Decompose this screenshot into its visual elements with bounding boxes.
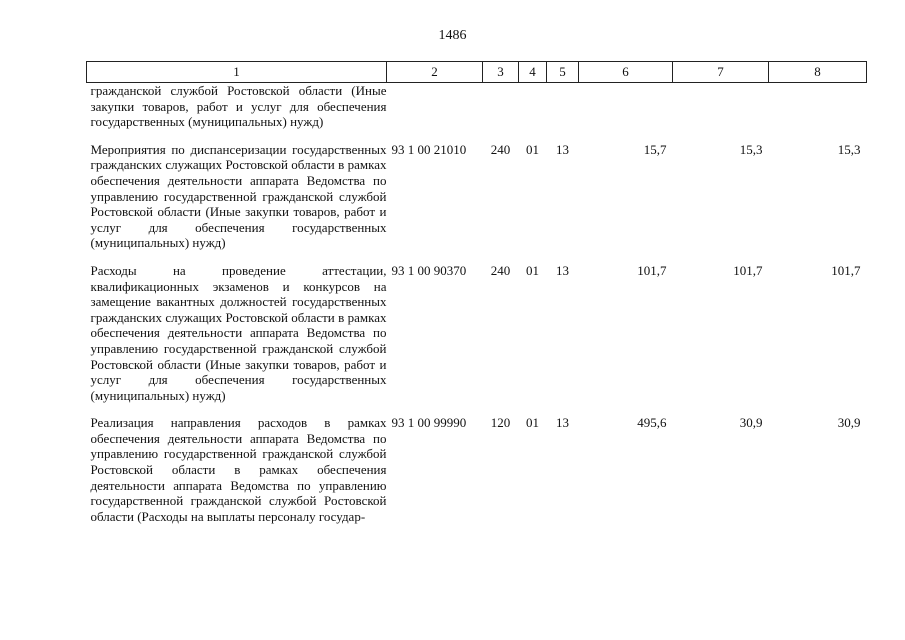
row-value-1: 495,6 xyxy=(637,415,667,431)
row-vr: 120 xyxy=(490,415,511,431)
row-value-2: 15,3 xyxy=(739,141,763,157)
row-value-3: 30,9 xyxy=(837,415,861,431)
table-row xyxy=(87,142,867,251)
table-row xyxy=(87,415,867,524)
row-name: Расходы на проведение аттестации, квалификационных экзаменов и конкурсов на замещение вакантных должностей государственных гражданских служащих Ростовской области в рамках обеспечения деятельности аппарата Ведомства по управлению государственной гражданской службой Ростовской области (Иные закупки товаров, работ и услуг для обеспечения государственных (муниципальных) нужд) xyxy=(90,262,387,403)
row-spacer xyxy=(87,251,867,263)
col-header-8: 8 xyxy=(769,62,867,83)
row-name: Мероприятия по диспансеризации государственных гражданских служащих Ростовской области в рамках обеспечения деятельности аппарата Ведомства по управлению государственной гражданской службой Ростовской области (Иные закупки товаров, работ и услуг для обеспечения государственных (муниципальных) нужд) xyxy=(90,141,387,251)
row-value-2 xyxy=(673,83,769,130)
row-rz xyxy=(519,83,547,130)
row-name: гражданской службой Ростовской области (Иные закупки товаров, работ и услуг для обеспечения государственных (муниципальных) нужд) xyxy=(90,83,387,130)
table-row xyxy=(87,83,867,130)
page-number: 1486 xyxy=(438,28,467,43)
col-header-3: 3 xyxy=(483,62,519,83)
row-vr: 240 xyxy=(490,141,511,157)
row-name: Реализация направления расходов в рамках обеспечения деятельности аппарата Ведомства по управлению государственной гражданской службой Ростовской области в рамках обеспечения деятельности аппарата Ведомства по управлению государственной гражданской службой Ростовской области (Расходы на выплаты персоналу государ- xyxy=(90,415,387,524)
row-vr: 240 xyxy=(490,262,511,278)
row-value-3: 101,7 xyxy=(831,262,861,278)
col-header-5: 5 xyxy=(547,62,579,83)
table-row xyxy=(87,263,867,403)
row-code: 93 1 00 90370 xyxy=(391,262,467,278)
row-spacer xyxy=(87,130,867,142)
row-value-3 xyxy=(769,83,867,130)
row-value-1: 101,7 xyxy=(637,262,667,278)
col-header-2: 2 xyxy=(387,62,483,83)
row-pr: 13 xyxy=(556,262,569,278)
col-header-7: 7 xyxy=(673,62,769,83)
row-value-1: 15,7 xyxy=(643,141,667,157)
row-rz: 01 xyxy=(526,141,539,157)
row-spacer xyxy=(87,403,867,415)
col-header-4: 4 xyxy=(519,62,547,83)
row-value-2: 30,9 xyxy=(739,415,763,431)
row-value-1 xyxy=(579,83,673,130)
row-pr: 13 xyxy=(556,415,569,431)
row-code xyxy=(387,83,483,130)
row-rz: 01 xyxy=(526,262,539,278)
header-row xyxy=(87,62,867,83)
row-rz: 01 xyxy=(526,415,539,431)
row-vr xyxy=(483,83,519,130)
col-header-6: 6 xyxy=(579,62,673,83)
row-code: 93 1 00 21010 xyxy=(391,141,467,157)
row-code: 93 1 00 99990 xyxy=(391,415,467,431)
row-value-3: 15,3 xyxy=(837,141,861,157)
budget-table xyxy=(86,61,867,524)
row-pr xyxy=(547,83,579,130)
row-pr: 13 xyxy=(556,141,569,157)
col-header-1: 1 xyxy=(87,62,387,83)
row-value-2: 101,7 xyxy=(733,262,763,278)
